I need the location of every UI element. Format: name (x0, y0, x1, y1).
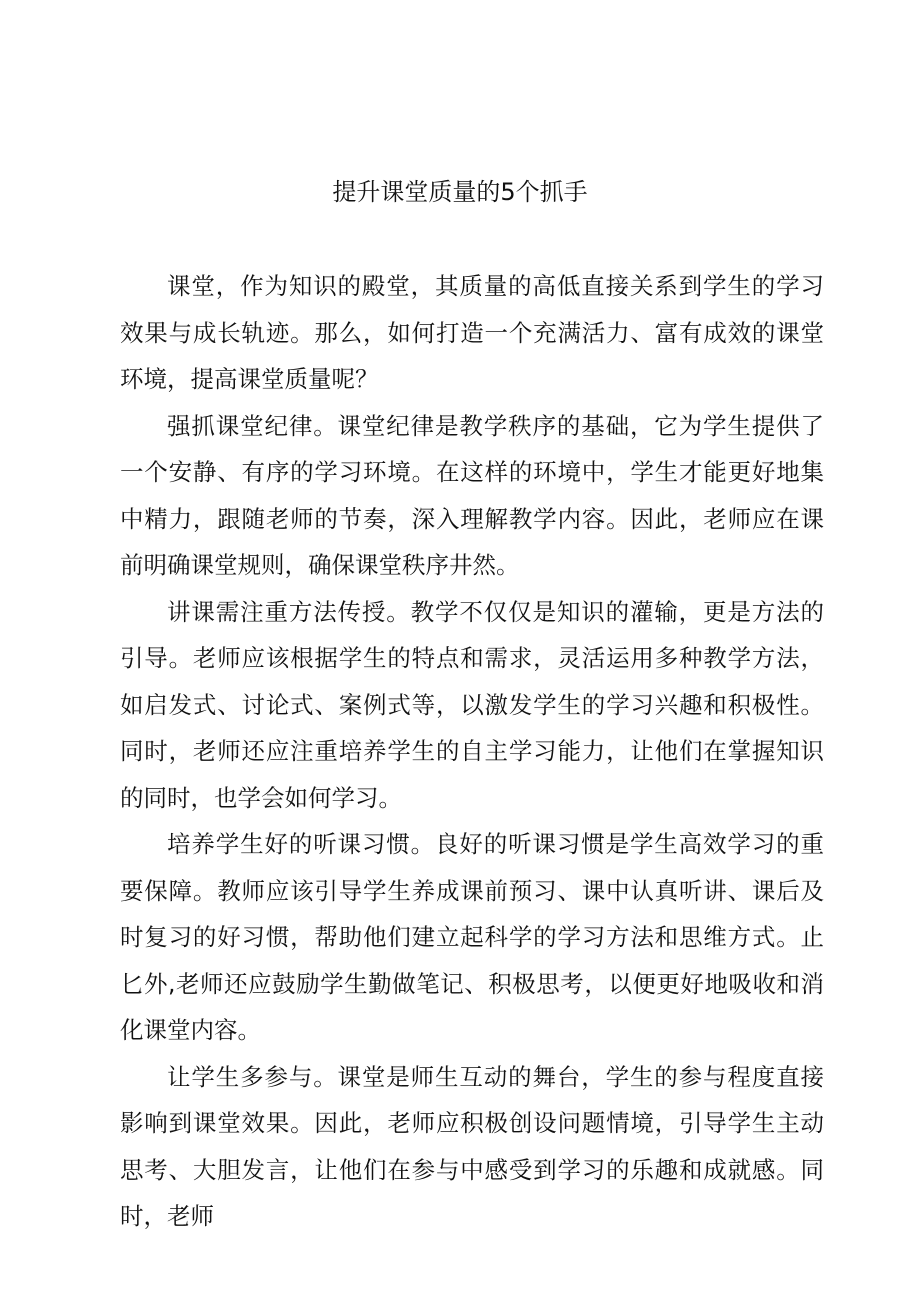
paragraph-intro: 课堂，作为知识的殿堂，其质量的高低直接关系到学生的学习效果与成长轨迹。那么，如何打造一个充满活力、富有成效的课堂环境，提高课堂质量呢？ (120, 272, 824, 393)
paragraph-discipline: 强抓课堂纪律。课堂纪律是教学秩序的基础，它为学生提供了一个安静、有序的学习环境。在这样的环境中，学生才能更好地集中精力，跟随老师的节奏，深入理解教学内容。因此，老师应在课前明确课堂规则，确保课堂秩序井然。 (120, 411, 824, 579)
paragraph-participation: 让学生多参与。课堂是师生互动的舞台，学生的参与程度直接影响到课堂效果。因此，老师应积极创设问题情境，引导学生主动思考、大胆发言，让他们在参与中感受到学习的乐趣和成就感。同时，老师 (120, 1062, 824, 1230)
paragraph-listening-habits: 培养学生好的听课习惯。良好的听课习惯是学生高效学习的重要保障。教师应该引导学生养成课前预习、课中认真听讲、课后及时复习的好习惯，帮助他们建立起科学的学习方法和思维方式。止匕外,老师还应鼓励学生勤做笔记、积极思考，以便更好地吸收和消化课堂内容。 (120, 830, 824, 1044)
document-body (120, 263, 824, 1240)
page-title: 提升课堂质量的5个抓手 (332, 178, 588, 206)
paragraph-teaching-methods: 讲课需注重方法传授。教学不仅仅是知识的灌输，更是方法的引导。老师应该根据学生的特点和需求，灵活运用多种教学方法，如启发式、讨论式、案例式等，以激发学生的学习兴趣和积极性。同时，老师还应注重培养学生的自主学习能力，让他们在掌握知识的同时，也学会如何学习。 (120, 597, 824, 812)
